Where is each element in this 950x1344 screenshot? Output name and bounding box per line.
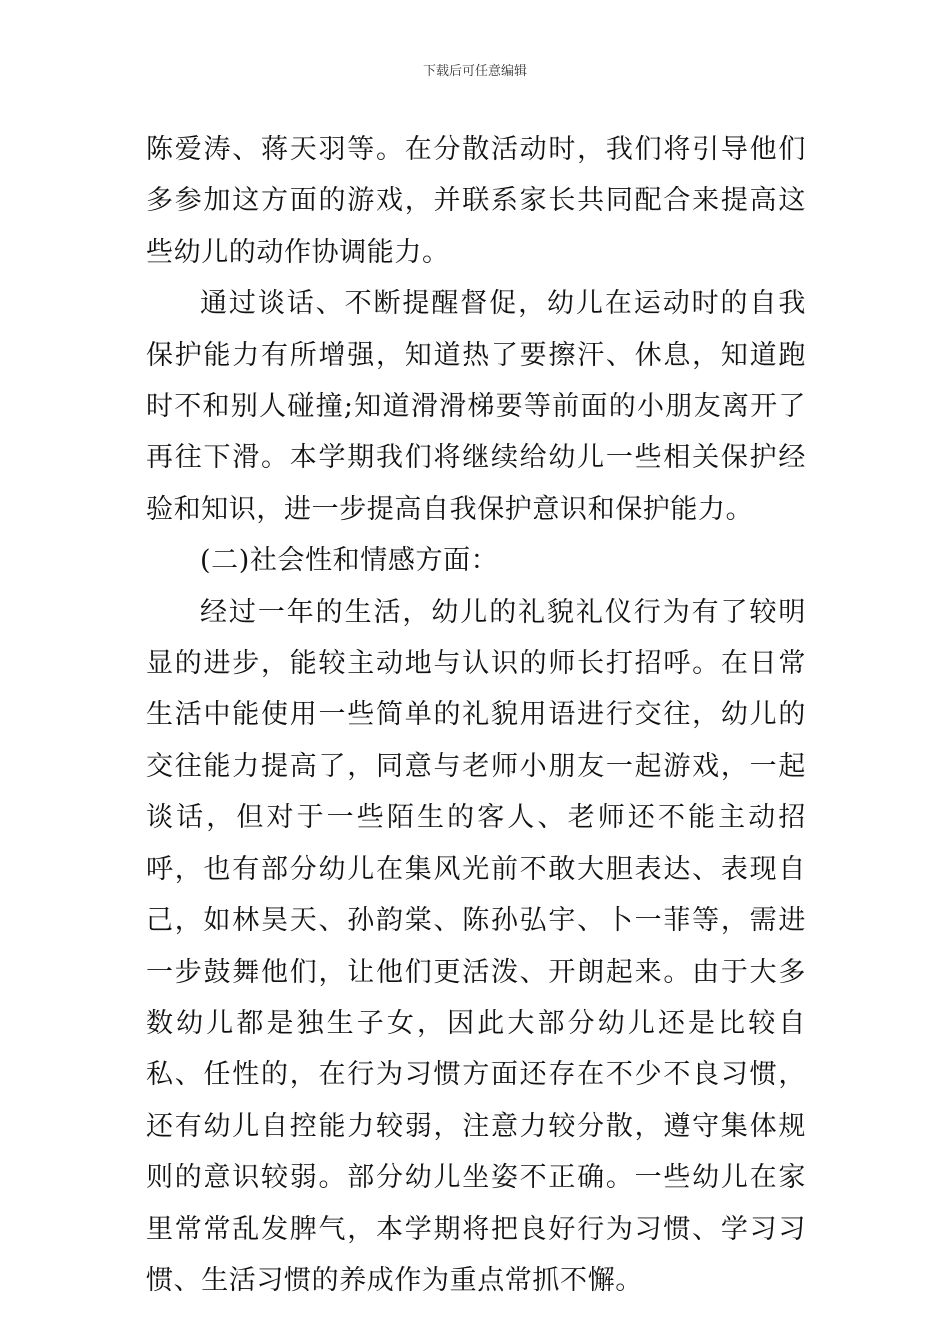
page-header: 下载后可任意编辑 [422, 64, 527, 79]
document-body [146, 124, 806, 1306]
paragraph-2: 通过谈话、不断提醒督促，幼儿在运动时的自我保护能力有所增强，知道热了要擦汗、休息，知道跑时不和别人碰撞;知道滑滑梯要等前面的小朋友离开了再往下滑。本学期我们将继续给幼儿一些相关保护经验和知识，进一步提高自我保护意识和保护能力。 [146, 288, 806, 525]
section-heading: (二)社会性和情感方面： [200, 545, 499, 577]
paragraph-1: 陈爱涛、蒋天羽等。在分散活动时，我们将引导他们多参加这方面的游戏，并联系家长共同配合来提高这些幼儿的动作协调能力。 [146, 134, 806, 268]
paragraph-3: 经过一年的生活，幼儿的礼貌礼仪行为有了较明显的进步，能较主动地与认识的师长打招呼。在日常生活中能使用一些简单的礼貌用语进行交往，幼儿的交往能力提高了，同意与老师小朋友一起游戏，一起谈话，但对于一些陌生的客人、老师还不能主动招呼，也有部分幼儿在集风光前不敢大胆表达、表现自己，如林昊天、孙韵棠、陈孙弘宇、卜一菲等，需进一步鼓舞他们，让他们更活泼、开朗起来。由于大多数幼儿都是独生子女，因此大部分幼儿还是比较自私、任性的，在行为习惯方面还存在不少不良习惯，还有幼儿自控能力较弱，注意力较分散，遵守集体规则的意识较弱。部分幼儿坐姿不正确。一些幼儿在家里常常乱发脾气，本学期将把良好行为习惯、学习习惯、生活习惯的养成作为重点常抓不懈。 [146, 596, 806, 1296]
